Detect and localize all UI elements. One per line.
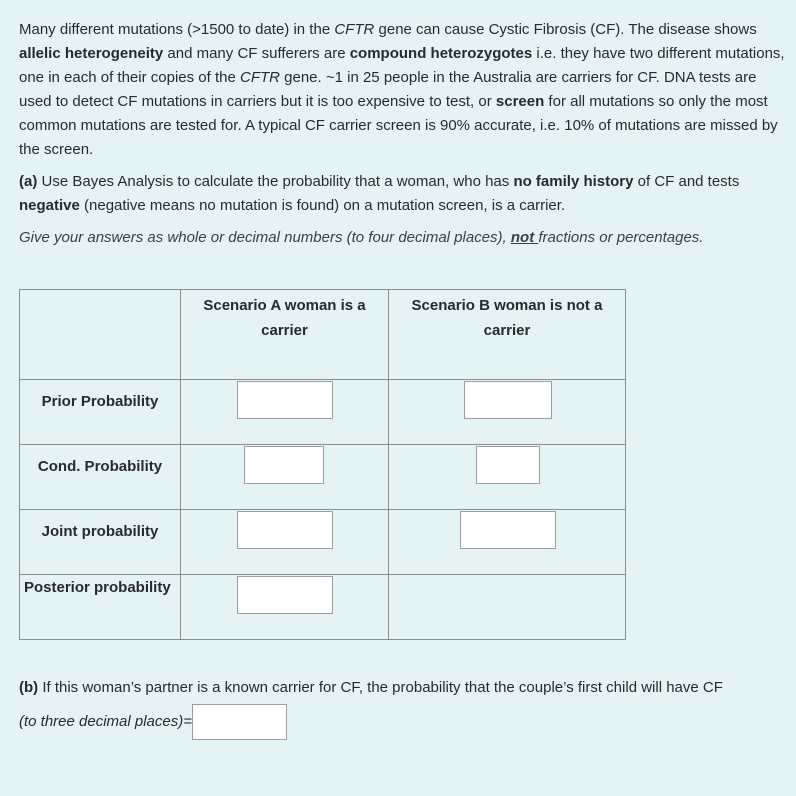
instruction-text: Give your answers as whole or decimal numbers (to four decimal places), xyxy=(19,229,511,246)
part-a-text: of CF and tests xyxy=(633,173,740,190)
row-label: Cond. Probability xyxy=(37,458,163,475)
row-label: Joint probability xyxy=(41,523,159,540)
instruction-emphasis: not xyxy=(510,229,539,246)
part-b-text: If this woman’s partner is a known carrier for CF, the probability that the couple’s first child will have CF xyxy=(38,679,723,696)
part-a-text: (negative means no mutation is found) on a mutation screen, is a carrier. xyxy=(79,197,566,214)
instruction-text: fractions or percentages. xyxy=(538,229,704,246)
joint-b-input[interactable] xyxy=(460,511,556,549)
intro-text: gene can cause Cystic Fibrosis (CF). The disease shows xyxy=(374,21,757,38)
term-negative: negative xyxy=(19,197,80,214)
part-b-question xyxy=(19,672,789,740)
part-b-label: (b) xyxy=(19,679,39,696)
term-screen: screen xyxy=(495,93,545,110)
intro-text: gene. ~1 in 25 people in the Australia are carriers for CF. DNA tests are used to detect CF mutations in carriers but it is too expensive to test, or xyxy=(19,69,757,110)
intro-text: Many different mutations (>1500 to date) in the xyxy=(19,21,335,38)
answer-instruction xyxy=(19,227,789,249)
term-compound-heterozygotes: compound heterozygotes xyxy=(349,45,533,62)
part-a-text: Use Bayes Analysis to calculate the probability that a woman, who has xyxy=(37,173,514,190)
conditional-a-input[interactable] xyxy=(244,446,324,484)
column-header-scenario-a xyxy=(181,290,389,380)
row-label: Prior Probability xyxy=(41,393,159,410)
posterior-a-input[interactable] xyxy=(237,576,333,614)
intro-text: and many CF sufferers are xyxy=(163,45,350,62)
row-label-conditional xyxy=(20,445,181,510)
bayes-table xyxy=(19,289,626,640)
prior-b-input[interactable] xyxy=(464,381,552,419)
joint-a-input[interactable] xyxy=(237,511,333,549)
part-a-question xyxy=(19,170,789,218)
column-header-label: Scenario B woman is not a carrier xyxy=(411,297,603,339)
row-label: Posterior probability xyxy=(24,579,171,596)
posterior-b-empty xyxy=(389,575,625,639)
term-allelic-heterogeneity: allelic heterogeneity xyxy=(19,45,164,62)
part-b-answer-input[interactable] xyxy=(192,704,287,740)
term-no-family-history: no family history xyxy=(513,173,634,190)
prior-a-input[interactable] xyxy=(237,381,333,419)
conditional-b-input[interactable] xyxy=(476,446,540,484)
row-label-posterior xyxy=(20,575,181,640)
column-header-scenario-b xyxy=(389,290,626,380)
gene-name: CFTR xyxy=(334,21,375,38)
intro-paragraph xyxy=(19,18,789,162)
row-label-joint xyxy=(20,510,181,575)
intro-text: for all mutations so only the most common mutations are tested for. A typical CF carrier screen is 90% accurate, i.e. 10% of mutations are missed by the screen. xyxy=(19,93,778,158)
part-a-label: (a) xyxy=(19,173,38,190)
part-b-prompt: (to three decimal places)= xyxy=(19,712,192,730)
column-header-label: Scenario A woman is a carrier xyxy=(203,297,366,339)
intro-text: i.e. they have two different mutations, one in each of their copies of the xyxy=(19,45,785,86)
row-label-prior xyxy=(20,380,181,445)
gene-name: CFTR xyxy=(239,69,280,86)
table-corner-cell xyxy=(20,290,181,380)
